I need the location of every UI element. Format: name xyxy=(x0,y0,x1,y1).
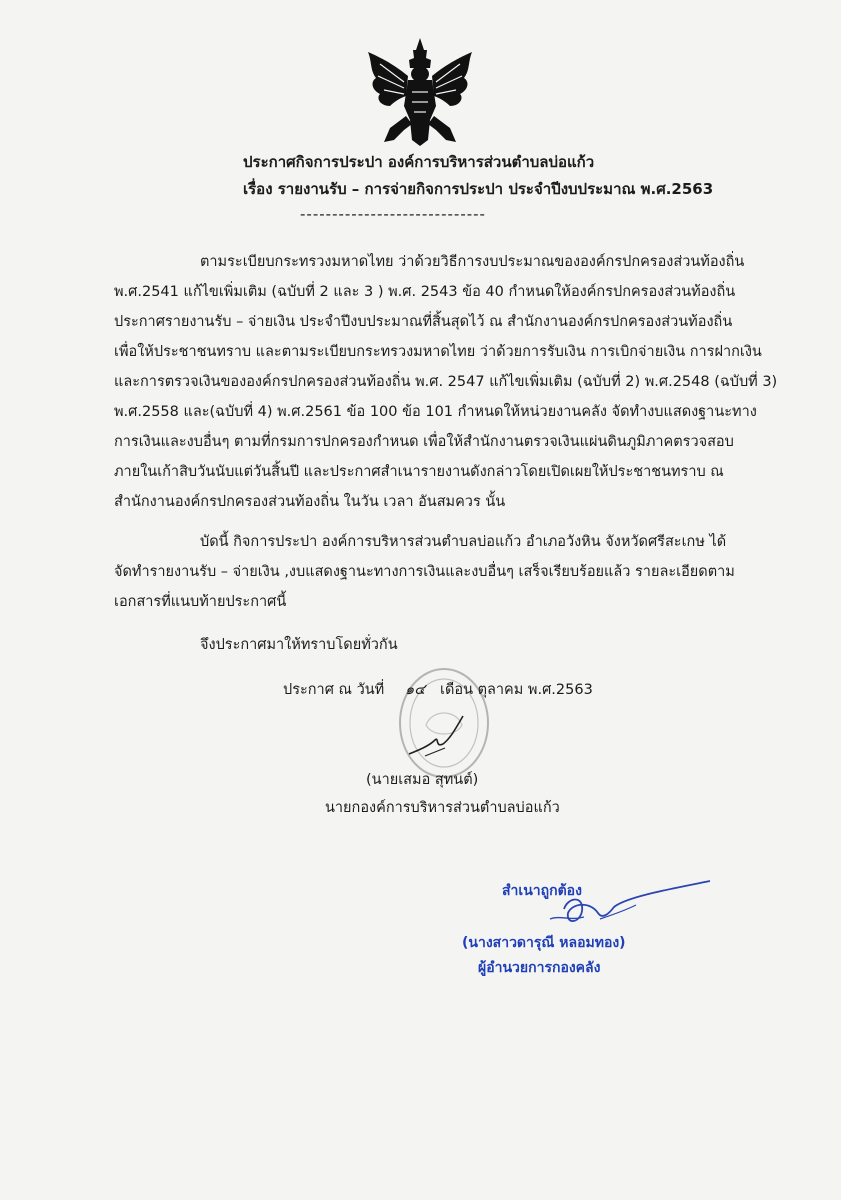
announcement-line: จึงประกาศมาให้ทราบโดยทั่วกัน xyxy=(200,637,398,653)
mayor-signature xyxy=(405,710,475,760)
paragraph-2-line: บัดนี้ กิจการประปา องค์การบริหารส่วนตำบลบ่อแก้ว อำเภอวังหิน จังหวัดศรีสะเกษ ได้ xyxy=(200,534,727,550)
paragraph-1-line: ภายในเก้าสิบวันนับแต่วันสิ้นปี และประกาศสำเนารายงานดังกล่าวโดยเปิดเผยให้ประชาชนทราบ ณ xyxy=(114,464,724,480)
date-prefix: ประกาศ ณ วันที่ xyxy=(283,682,385,698)
document-subject: เรื่อง รายงานรับ – การจ่ายกิจการประปา ประจำปีงบประมาณ พ.ศ.2563 xyxy=(243,180,714,198)
paragraph-2-line: เอกสารที่แนบท้ายประกาศนี้ xyxy=(114,594,287,610)
paragraph-1-line: เพื่อให้ประชาชนทราบ และตามระเบียบกระทรวงมหาดไทย ว่าด้วยการรับเงิน การเบิกจ่ายเงิน การฝากเงิน xyxy=(114,344,762,360)
paragraph-1-line: การเงินและงบอื่นๆ ตามที่กรมการปกครองกำหนด เพื่อให้สำนักงานตรวจเงินแผ่นดินภูมิภาคตรวจสอบ xyxy=(114,434,734,450)
certified-copy-label: สำเนาถูกต้อง xyxy=(502,883,582,899)
certifier-position: ผู้อำนวยการกองคลัง xyxy=(478,960,601,976)
garuda-emblem xyxy=(360,36,480,148)
paragraph-1-line: และการตรวจเงินขององค์กรปกครองส่วนท้องถิ่น พ.ศ. 2547 แก้ไขเพิ่มเติม (ฉบับที่ 2) พ.ศ.2548 (ฉบับที่ 3) xyxy=(114,374,778,390)
paragraph-2-line: จัดทำรายงานรับ – จ่ายเงิน ,งบแสดงฐานะทางการเงินและงบอื่นๆ เสร็จเรียบร้อยแล้ว รายละเอียดตาม xyxy=(114,564,735,580)
document-title: ประกาศกิจการประปา องค์การบริหารส่วนตำบลบ่อแก้ว xyxy=(243,153,595,171)
paragraph-1-line: ตามระเบียบกระทรวงมหาดไทย ว่าด้วยวิธีการงบประมาณขององค์กรปกครองส่วนท้องถิ่น xyxy=(200,254,745,270)
signatory-name: (นายเสมอ สุทนต์) xyxy=(366,772,479,788)
paragraph-1-line: พ.ศ.2558 และ(ฉบับที่ 4) พ.ศ.2561 ข้อ 100 ข้อ 101 กำหนดให้หน่วยงานคลัง จัดทำงบแสดงฐานะทาง xyxy=(114,404,757,420)
title-divider: ----------------------------- xyxy=(300,205,486,223)
date-month-year: เดือน ตุลาคม พ.ศ.2563 xyxy=(440,682,593,698)
paragraph-1-line: พ.ศ.2541 แก้ไขเพิ่มเติม (ฉบับที่ 2 และ 3 ) พ.ศ. 2543 ข้อ 40 กำหนดให้องค์กรปกครองส่วนท้องถิ่น xyxy=(114,284,736,300)
date-day: ๑๔ xyxy=(405,682,426,698)
signatory-position: นายกองค์การบริหารส่วนตำบลบ่อแก้ว xyxy=(325,800,560,816)
certifier-name: (นางสาวดารุณี หลอมทอง) xyxy=(462,935,626,951)
certifier-signature xyxy=(540,875,715,940)
paragraph-1-line: สำนักงานองค์กรปกครองส่วนท้องถิ่น ในวัน เวลา อันสมควร นั้น xyxy=(114,494,506,510)
paragraph-1-line: ประกาศรายงานรับ – จ่ายเงิน ประจำปีงบประมาณที่สิ้นสุดไว้ ณ สำนักงานองค์กรปกครองส่วนท้องถิ่น xyxy=(114,314,733,330)
